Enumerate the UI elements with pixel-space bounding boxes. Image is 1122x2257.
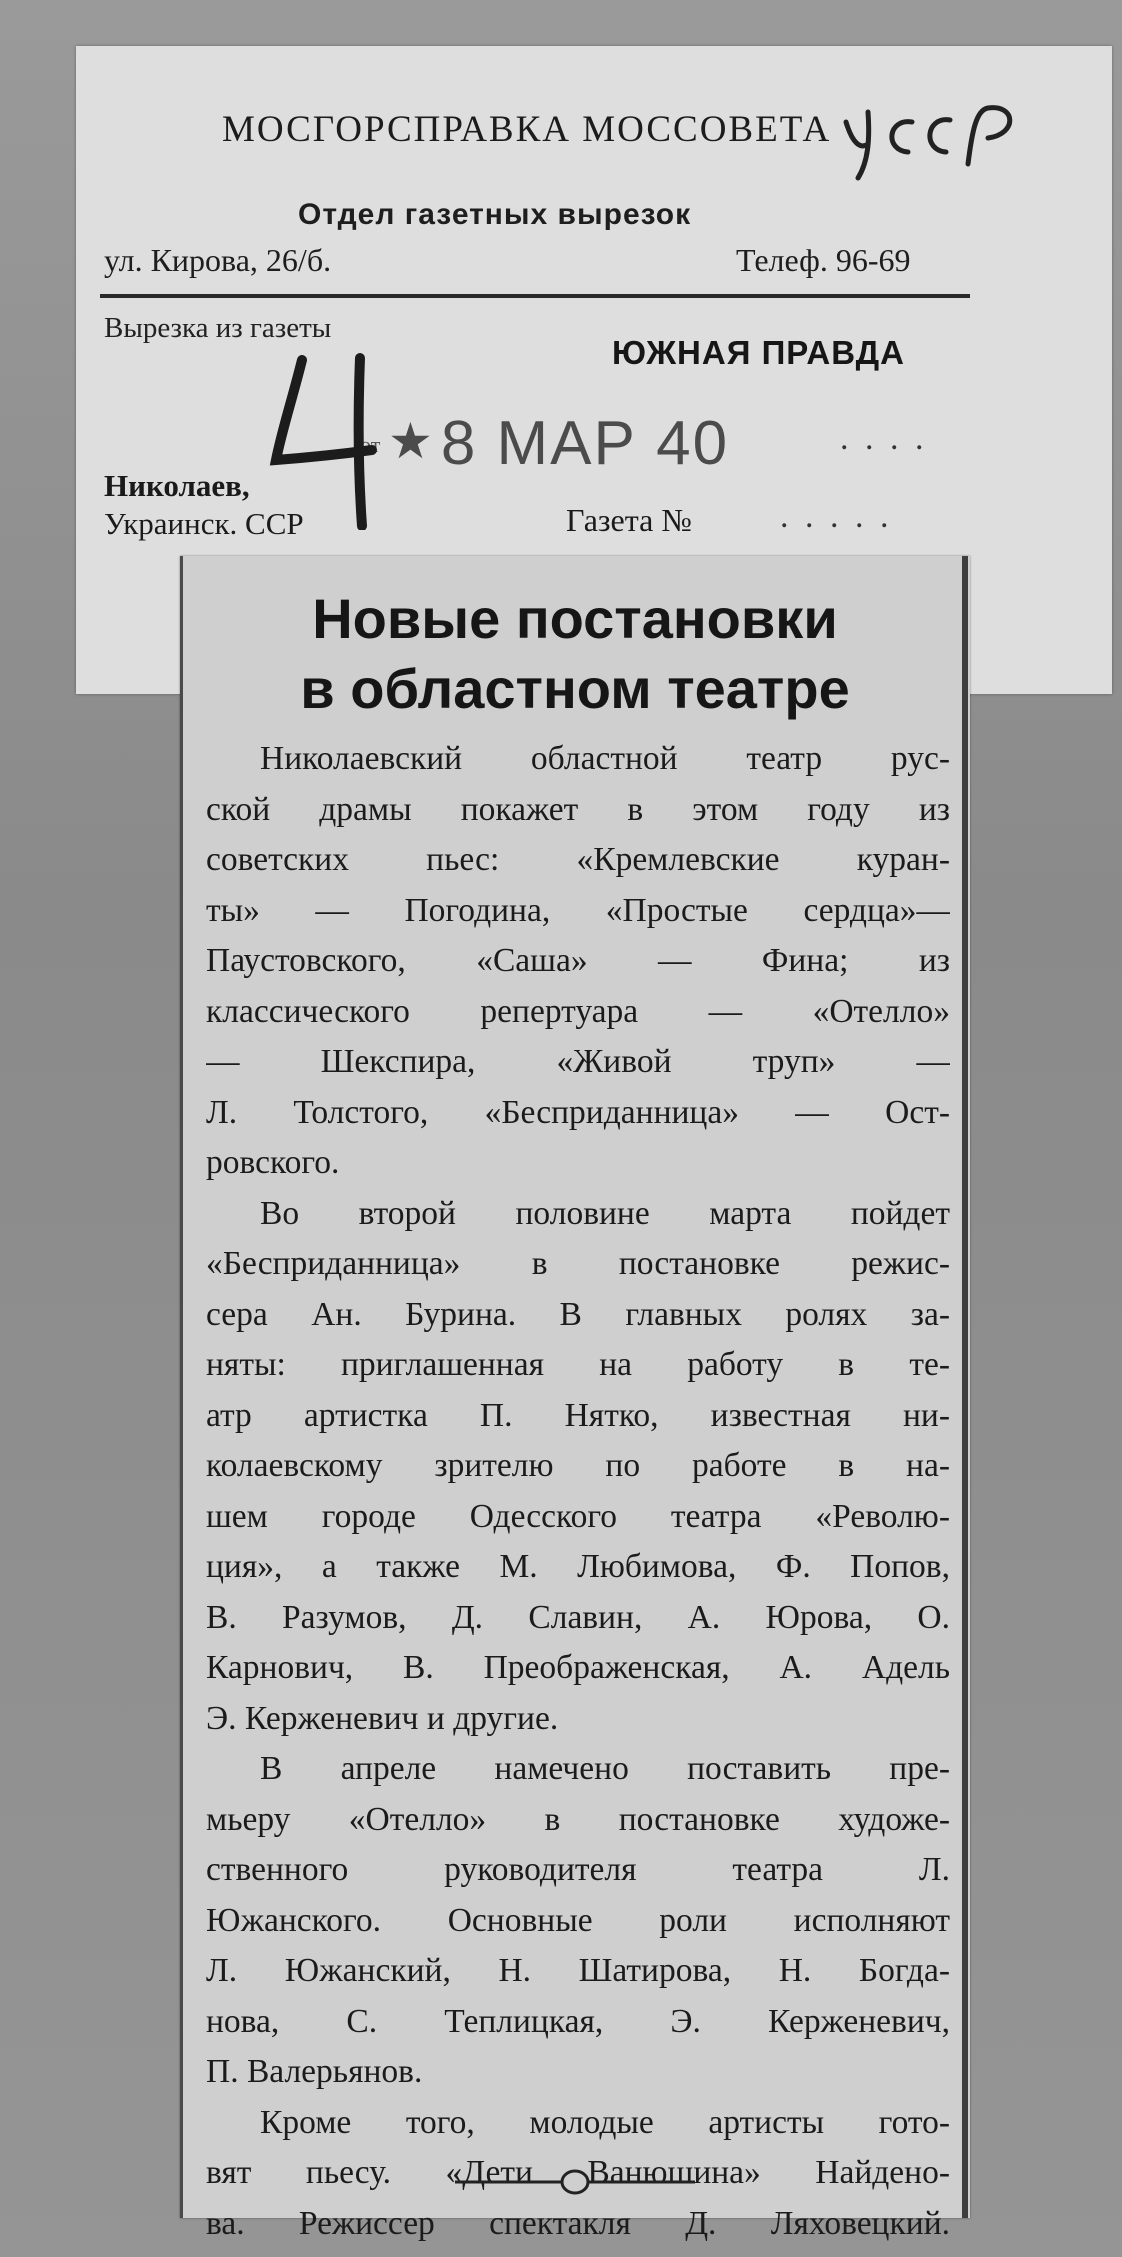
date-dots: . . . .	[840, 420, 928, 457]
gazeta-number-dots: . . . . .	[780, 498, 893, 535]
stamp-star-icon: ★	[388, 413, 435, 469]
article-body	[206, 734, 950, 2249]
bureau-name: МОСГОРСПРАВКА МОССОВЕТА	[222, 109, 832, 150]
article-line: В апреле намечено поставить пре-	[260, 1750, 950, 1787]
article-line: Л. Толстого, «Бесприданница» — Ост-	[206, 1093, 950, 1131]
article-line: Карнович, В. Преображенская, А. Адель	[206, 1649, 950, 1686]
article-line: Николаевский областной театр рус-	[260, 740, 950, 777]
article-line: вят пьесу. «Дети Ванюшина» Найдено-	[206, 2154, 950, 2191]
gazeta-number-label: Газета №	[566, 502, 692, 538]
article-line: ственного руководителя театра Л.	[206, 1851, 950, 1888]
article-line: ты» — Погодина, «Простые сердца»—	[206, 891, 950, 929]
article-line: ва. Режиссер спектакля Д. Ляховецкий.	[206, 2204, 950, 2242]
article-line: сера Ан. Бурина. В главных ролях за-	[206, 1295, 950, 1333]
article-line: классического репертуара — «Отелло»	[206, 992, 950, 1030]
article-line: мьеру «Отелло» в постановке художе-	[206, 1800, 950, 1838]
handwritten-number-4	[262, 350, 412, 530]
cut-from-label: Вырезка из газеты	[104, 312, 332, 344]
newspaper-region: Украинск. ССР	[104, 506, 304, 541]
article-line: В. Разумов, Д. Славин, А. Юрова, О.	[206, 1598, 950, 1636]
date-from-label: от	[360, 432, 381, 457]
article-line: — Шекспира, «Живой труп» —	[206, 1043, 950, 1080]
article-line: Кроме того, молодые артисты гото-	[260, 2103, 950, 2141]
article-line: атр артистка П. Нятко, известная ни-	[206, 1396, 950, 1434]
article-line: «Бесприданница» в постановке режис-	[206, 1245, 950, 1282]
article-line: колаевскому зрителю по работе в на-	[206, 1447, 950, 1484]
newspaper-city: Николаев,	[104, 468, 250, 503]
article-line: Э. Керженевич и другие.	[206, 1699, 559, 1737]
date-stamp	[388, 408, 818, 488]
article-line: ция», а также М. Любимова, Ф. Попов,	[206, 1548, 950, 1585]
article-line: Южанского. Основные роли исполняют	[206, 1901, 950, 1939]
article-line: няты: приглашенная на работу в те-	[206, 1346, 950, 1383]
article-line: советских пьес: «Кремлевские куран-	[206, 841, 950, 878]
article-line: П. Валерьянов.	[206, 2053, 423, 2090]
newspaper-clipping	[180, 556, 970, 2242]
article-line: нова, С. Теплицкая, Э. Керженевич,	[206, 2002, 950, 2040]
clipping-right-edge	[962, 556, 968, 2218]
article-headline-line1: Новые постановки	[312, 587, 838, 650]
article-line: Во второй половине марта пойдет	[260, 1194, 950, 1232]
stamp-date-text: 8 МАР 40	[440, 409, 730, 478]
article-line: шем городе Одесского театра «Револю-	[206, 1497, 950, 1535]
clipping-left-edge	[180, 556, 183, 2218]
slip-divider	[100, 294, 970, 298]
bureau-address: ул. Кирова, 26/б.	[104, 242, 332, 278]
bureau-phone: Телеф. 96-69	[736, 242, 911, 278]
article-line: ской драмы покажет в этом году из	[206, 790, 950, 828]
handwritten-ussr-note	[838, 92, 1038, 182]
article-line: Паустовского, «Саша» — Фина; из	[206, 942, 950, 979]
end-ornament-icon	[455, 2167, 695, 2197]
article-line: Л. Южанский, Н. Шатирова, Н. Богда-	[206, 1952, 950, 1989]
article-line: ровского.	[206, 1144, 340, 1181]
newspaper-name: ЮЖНАЯ ПРАВДА	[612, 334, 905, 371]
bureau-department: Отдел газетных вырезок	[298, 198, 692, 231]
article-headline-line2: в областном театре	[300, 657, 850, 720]
